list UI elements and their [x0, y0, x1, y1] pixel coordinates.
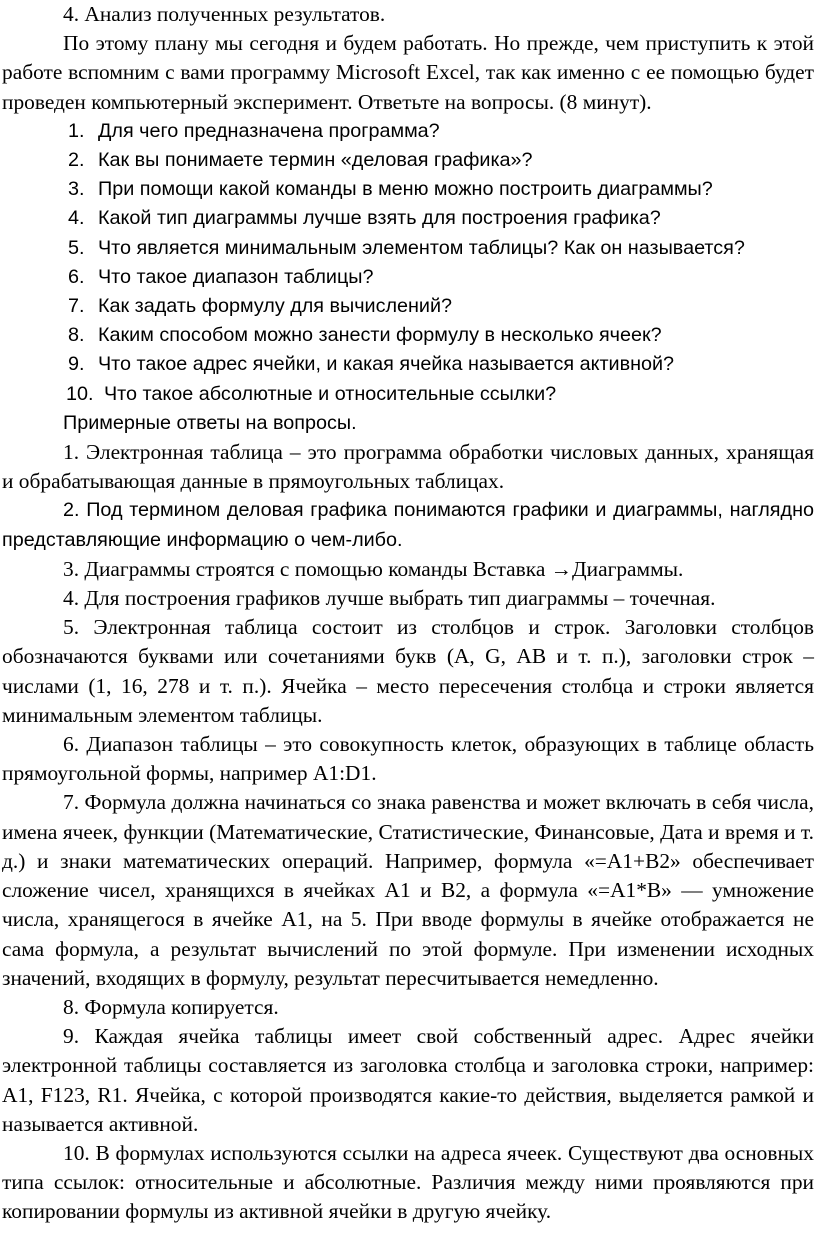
question-item: 8. Каким способом можно занести формулу в несколько ячеек? — [68, 324, 662, 347]
answer-paragraph-1: 1. Электронная таблица – это программа обработки числовых данных, хранящая и обрабатывающая данные в прямоугольных таблицах. — [2, 440, 814, 494]
question-item: 7. Как задать формулу для вычислений? — [68, 295, 453, 318]
question-item: 5. Что является минимальным элементом таблицы? Как он называется? — [68, 236, 745, 259]
question-item: 10. Что такое абсолютные и относительные ссылки? — [66, 382, 557, 405]
answer-paragraph-9: 9. Каждая ячейка таблицы имеет свой собственный адрес. Адрес ячейки электронной таблицы составляется из заголовка столбца и заголовка строки, например: A1, F123, R1. Ячейка, с которой производятся какие-то действия, выделяется рамкой и называется активной. — [2, 1024, 814, 1136]
answer-paragraph-3: 3. Диаграммы строятся с помощью команды Вставка →Диаграммы. — [63, 556, 684, 581]
answer-paragraph-2: 2. Под термином деловая графика понимаются графики и диаграммы, наглядно представляющие информацию о чем-либо. — [2, 499, 814, 551]
answer-paragraph-8: 8. Формула копируется. — [63, 994, 279, 1019]
answer-paragraph-6: 6. Диапазон таблицы – это совокупность клеток, образующих в таблице область прямоугольной формы, например А1:D1. — [2, 732, 814, 786]
question-item: 4. Какой тип диаграммы лучше взять для построения графика? — [68, 207, 661, 230]
question-item: 2. Как вы понимаете термин «деловая графика»? — [68, 149, 533, 172]
answer-paragraph-4: 4. Для построения графиков лучше выбрать тип диаграммы – точечная. — [63, 586, 716, 611]
question-item: 9. Что такое адрес ячейки, и какая ячейка называется активной? — [68, 353, 675, 376]
question-item: 1. Для чего предназначена программа? — [68, 119, 440, 142]
questions-list — [2, 117, 814, 409]
plan-item-4: 4. Анализ полученных результатов. — [63, 2, 386, 26]
answer-paragraph-7: 7. Формула должна начинаться со знака равенства и может включать в себя числа, имена ячеек, функции (Математические, Статистические, Финансовые, Дата и время и т. д.) и знаки математических операций. Например, формула «=A1+B2» обеспечивает сложение чисел, хранящихся в ячейках A1 и B2, а формула «=A1*B» — умножение числа, хранящегося в ячейке A1, на 5. При вводе формулы в ячейке отображается не сама формула, а результат вычислений по этой формуле. При изменении исходных значений, входящих в формулу, результат пересчитывается немедленно. — [2, 790, 814, 990]
answers-heading: Примерные ответы на вопросы. — [63, 411, 357, 434]
intro-paragraph: По этому плану мы сегодня и будем работать. Но прежде, чем приступить к этой работе вспомним с вами программу Microsoft Excel, так как именно с ее помощью будет проведен компьютерный эксперимент. Ответьте на вопросы. (8 минут). — [2, 31, 814, 114]
question-item: 3. При помощи какой команды в меню можно построить диаграммы? — [68, 178, 713, 201]
question-item: 6. Что такое диапазон таблицы? — [68, 265, 374, 288]
answer-paragraph-5: 5. Электронная таблица состоит из столбцов и строк. Заголовки столбцов обозначаются буквами или сочетаниями букв (A, G, АВ и т. п.), заголовки строк – числами (1, 16, 278 и т. п.). Ячейка – место пересечения столбца и строки является минимальным элементом таблицы. — [2, 615, 814, 727]
answer-paragraph-10: 10. В формулах используются ссылки на адреса ячеек. Существуют два основных типа ссылок: относительные и абсолютные. Различия между ними проявляются при копировании формулы из активной ячейки в другую ячейку. — [2, 1140, 814, 1224]
